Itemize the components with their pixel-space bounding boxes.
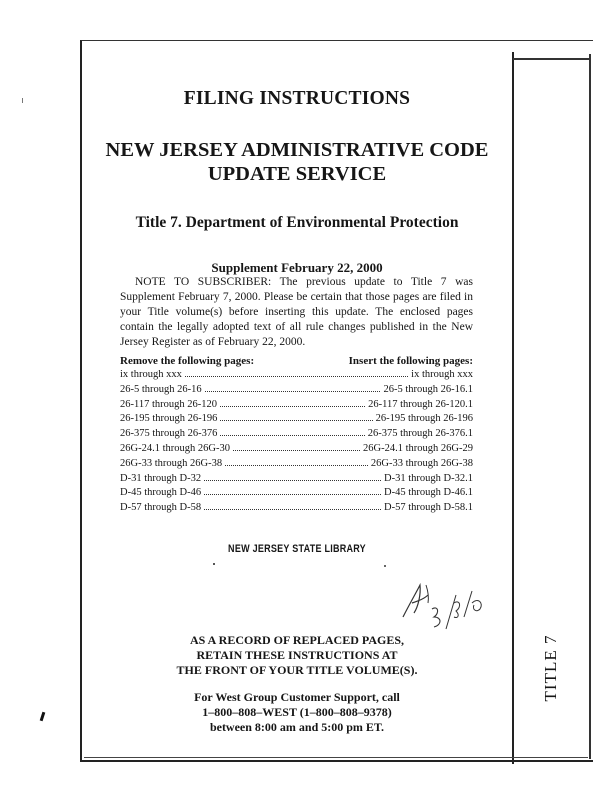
support-line: For West Group Customer Support, call <box>194 690 400 704</box>
table-row <box>120 428 473 443</box>
leader-dots <box>204 480 381 481</box>
remove-header: Remove the following pages: <box>120 355 255 367</box>
leader-dots <box>220 420 372 421</box>
remove-cell: 26-195 through 26-196 <box>120 413 218 425</box>
table-row <box>120 458 473 473</box>
leader-dots <box>233 450 360 451</box>
table-row <box>120 443 473 458</box>
insert-cell: 26-375 through 26-376.1 <box>367 428 473 440</box>
scan-mark <box>213 563 215 565</box>
record-line: AS A RECORD OF REPLACED PAGES, <box>189 633 405 647</box>
remove-cell: 26-117 through 26-120 <box>120 398 218 410</box>
leader-dots <box>220 406 365 407</box>
table-row <box>120 502 473 517</box>
title-tab-label: TITLE 7 <box>541 634 560 702</box>
scan-mark <box>22 98 23 103</box>
title-department: Title 7. Department of Environmental Protection <box>135 214 459 231</box>
table-row <box>120 369 473 384</box>
support-phone: 1–800–808–WEST (1–800–808–9378) <box>202 705 392 719</box>
remove-cell: ix through xxx <box>120 369 182 380</box>
page-table <box>120 369 473 517</box>
remove-cell: D-45 through D-46 <box>120 487 202 499</box>
tab-rule-right <box>589 54 591 759</box>
scan-mark <box>40 712 46 721</box>
insert-cell: ix through xxx <box>411 369 473 380</box>
table-row <box>120 384 473 399</box>
insert-cell: 26G-24.1 through 26G-29 <box>363 442 473 454</box>
handwritten-signature <box>398 573 488 631</box>
insert-cell: D-31 through D-32.1 <box>384 472 473 484</box>
record-line: THE FRONT OF YOUR TITLE VOLUME(S). <box>176 663 418 677</box>
insert-cell: D-57 through D-58.1 <box>384 502 473 514</box>
leader-dots <box>185 376 408 377</box>
leader-dots <box>204 509 381 510</box>
code-title-line1: NEW JERSEY ADMINISTRATIVE CODE <box>105 139 489 161</box>
library-stamp: NEW JERSEY STATE LIBRARY <box>228 543 366 555</box>
insert-cell: 26-117 through 26-120.1 <box>368 398 473 410</box>
scan-mark <box>384 565 386 567</box>
support-hours: between 8:00 am and 5:00 pm ET. <box>209 720 385 734</box>
insert-header: Insert the following pages: <box>348 355 473 367</box>
table-row <box>120 487 473 502</box>
leader-dots <box>225 465 368 466</box>
table-row <box>120 413 473 428</box>
remove-cell: 26G-24.1 through 26G-30 <box>120 442 230 454</box>
page-title: FILING INSTRUCTIONS <box>183 88 411 109</box>
insert-cell: 26-195 through 26-196 <box>375 413 473 425</box>
remove-cell: 26G-33 through 26G-38 <box>120 457 223 469</box>
insert-cell: 26G-33 through 26G-38 <box>370 457 473 469</box>
insert-cell: 26-5 through 26-16.1 <box>383 383 473 395</box>
remove-cell: D-57 through D-58 <box>120 502 202 514</box>
record-line: RETAIN THESE INSTRUCTIONS AT <box>196 648 398 662</box>
tab-rule-top <box>513 58 591 60</box>
leader-dots <box>220 435 364 436</box>
leader-dots <box>204 494 381 495</box>
code-title-line2: UPDATE SERVICE <box>207 163 387 185</box>
leader-dots <box>205 391 381 392</box>
table-header <box>120 355 473 367</box>
remove-cell: 26-375 through 26-376 <box>120 428 218 440</box>
bottom-rule <box>84 757 588 758</box>
remove-cell: D-31 through D-32 <box>120 472 202 484</box>
supplement-date: Supplement February 22, 2000 <box>211 260 383 275</box>
table-row <box>120 473 473 488</box>
customer-support <box>82 690 512 735</box>
tab-rule-left <box>512 52 514 764</box>
table-row <box>120 399 473 414</box>
subscriber-note: NOTE TO SUBSCRIBER: The previous update to Title 7 was Supplement February 7, 2000. Please be certain that those pages are filed in your Title volume(s) before inserting this update. The enclosed pages contain the legally adopted text of all rule changes published in the New Jersey Register as of February 22, 2000. <box>120 276 473 348</box>
remove-cell: 26-5 through 26-16 <box>120 383 202 395</box>
insert-cell: D-45 through D-46.1 <box>384 487 473 499</box>
record-instructions <box>82 633 512 678</box>
